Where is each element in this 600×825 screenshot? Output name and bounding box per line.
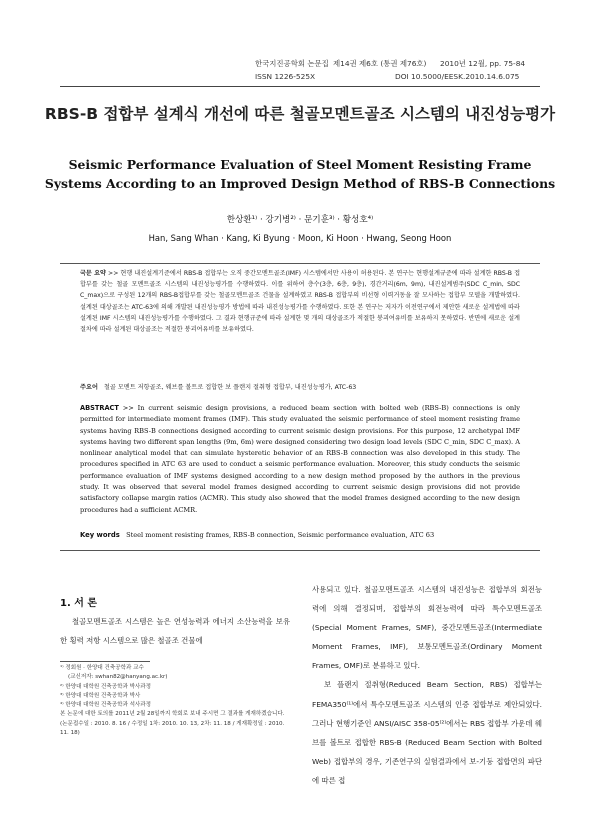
abstract-korean-label: 국문 요약 [80, 270, 106, 277]
body-text-right-column [312, 580, 542, 790]
doi: DOI 10.5000/EESK.2010.14.6.075 [395, 72, 520, 81]
footnote: 본 논문에 대한 토의를 2011년 2월 28일까지 학회로 보내 주시면 그 결과를 게재하겠습니다. [60, 711, 285, 718]
journal-name: 한국지진공학회 논문집 [255, 59, 329, 68]
keywords-korean [80, 382, 520, 391]
title-english: Seismic Performance Evaluation of Steel Moment Resisting Frame Systems According to an Improved Design Method of RBS-B Connections [44, 157, 556, 191]
authors-english: Han, Sang Whan · Kang, Ki Byung · Moon, Ki Hoon · Hwang, Seong Hoon [148, 233, 452, 243]
body-text-left-column [60, 612, 290, 650]
keywords-english-label: Key words [80, 531, 120, 539]
footnote: ¹⁾ 정회원 · 한양대 건축공학과 교수 [60, 665, 144, 671]
section-title-introduction: 1. 서 론 [60, 598, 98, 609]
body-paragraph: 사용되고 있다. 철골모멘트골조 시스템의 내진성능은 접합부의 회전능력에 의해 결정되며, 접합부의 회전능력에 따라 특수모멘트골조(Special Moment Frames, SMF), 중간모멘트골조(Intermediate Moment Frames, IMF), 보통모멘트골조(Ordinary Moment Frames, OMF)로 분류하고 있다. [312, 585, 542, 671]
journal-date-pages: 2010년 12월, pp. 75-84 [440, 59, 526, 68]
abstract-english-text: >> In current seismic design provisions, a reduced beam section with bolted web (RBS-B) connections is only permitted for intermediate moment frames (IMF). This study evaluated the seismic performance of steel moment resisting frame systems having RBS-B connections designed according to current seismic design provisions. For this purpose, 12 archetypal IMF systems having two different span lengths (9m, 6m) were designed considering two design load levels (SDC C_min, SDC C_max). A nonlinear analytical model that can simulate hysteretic behavior of an RBS-B connection was also developed in this study. The procedures specified in ATC 63 are used to conduct a seismic performance evaluation. Moreover, this study conducts the seismic performance evaluation of IMF systems designed according to a new design method proposed by the authors in the previous study. It was observed that several model frames designed according to current seismic design provisions did not provide satisfactory collapse margin ratios (ACMR). This study also showed that the model frames designed according to the new design procedures had a sufficient ACMR. [80, 404, 520, 514]
abstract-english [80, 403, 520, 516]
footnote: ²⁾ 한양대 대학원 건축공학과 박사과정 [60, 683, 152, 690]
title-korean: RBS-B 접합부 설계식 개선에 따른 철골모멘트골조 시스템의 내진성능평가 [44, 105, 556, 123]
keywords-english [80, 531, 520, 539]
abstract-korean [80, 268, 520, 335]
footnote: ⁴⁾ 한양대 대학원 건축공학과 석사과정 [60, 702, 152, 709]
footnotes [60, 664, 292, 738]
body-paragraph: 보 플랜지 절취형(Reduced Beam Section, RBS) 접합부는 FEMA350⁽¹⁾에서 특수모멘트골조 시스템의 인증 접합부로 제안되었다. 그러나 현행기준인 ANSI/AISC 358-05⁽²⁾에서는 RBS 접합부 가운데 웨브를 볼트로 접합한 RBS-B (Reduced Beam Section with Bolted Web) 접합부의 경우, 기존연구의 실험결과에서 보-기둥 접합면의 파단에 따른 접 [312, 680, 542, 785]
journal-volume: 제14권 제6호 (통권 제76호) [333, 59, 427, 68]
footnote: (논문접수일 : 2010. 8. 16 / 수정일 1차: 2010. 10. 13, 2차: 11. 18 / 게재확정일 : 2010. 11. 18) [60, 720, 285, 737]
abstract-english-label: ABSTRACT [80, 404, 119, 412]
abstract-bottom-rule [60, 550, 540, 551]
authors-korean: 한상환¹⁾ · 강기병²⁾ · 문기훈³⁾ · 황성호⁴⁾ [226, 215, 374, 225]
footnote: ³⁾ 한양대 대학원 건축공학과 박사 [60, 692, 141, 699]
header-rule [60, 86, 540, 87]
footnote-rule [60, 661, 150, 662]
keywords-english-text: Steel moment resisting frames, RBS-B connection, Seismic performance evaluation, ATC 63 [126, 531, 435, 539]
keywords-korean-text: 철골 모멘트 저항골조, 웨브를 볼트로 접합한 보 플랜지 절취형 접합부, 내진성능평가, ATC-63 [103, 384, 357, 391]
body-paragraph: 철골모멘트골조 시스템은 높은 연성능력과 에너지 소산능력을 보유한 횡력 저항 시스템으로 많은 철골조 건물에 [60, 617, 290, 646]
abstract-top-rule [60, 263, 540, 264]
footnote: (교신저자: swhan82@hanyang.ac.kr) [68, 674, 168, 681]
abstract-korean-text: >> 현행 내진설계기준에서 RBS-B 접합부는 오직 중간모멘트골조(IMF) 시스템에서만 사용이 허용된다. 본 연구는 현행설계규준에 따라 설계한 RBS-B 접합부를 갖는 철골 모멘트골조 시스템의 내진성능평가를 수행하였다. 이를 위하여 층수(3층, 6층, 9층), 경간거리(6m, 9m), 내진설계범주(SDC C_min, SDC C_max)으로 구성된 12개의 RBS-B접합부를 갖는 철골모멘트골조 건물을 설계하였고 RBS-B 접합부의 비선형 이력거동을 잘 모사하는 접합부 모델을 개발하였다. 설계된 대상골조는 ATC-63에 의해 개발된 내진성능평가 방법에 따라 내진성능평가를 수행하였다. 또한 본 연구는 저자가 이전연구에서 제안한 새로운 설계법에 따라 설계된 IMF 시스템의 내진성능평가를 수행하였다. 그 결과 현행규준에 따라 설계한 몇 개의 대상골조가 적절한 붕괴여유비를 보유하지 못하였다. 반면에 새로운 설계절차에 따라 설계된 대상골조는 적절한 붕괴여유비를 보유하였다. [80, 270, 520, 334]
keywords-korean-label: 주요어 [80, 384, 98, 391]
issn: ISSN 1226-525X [255, 72, 316, 81]
